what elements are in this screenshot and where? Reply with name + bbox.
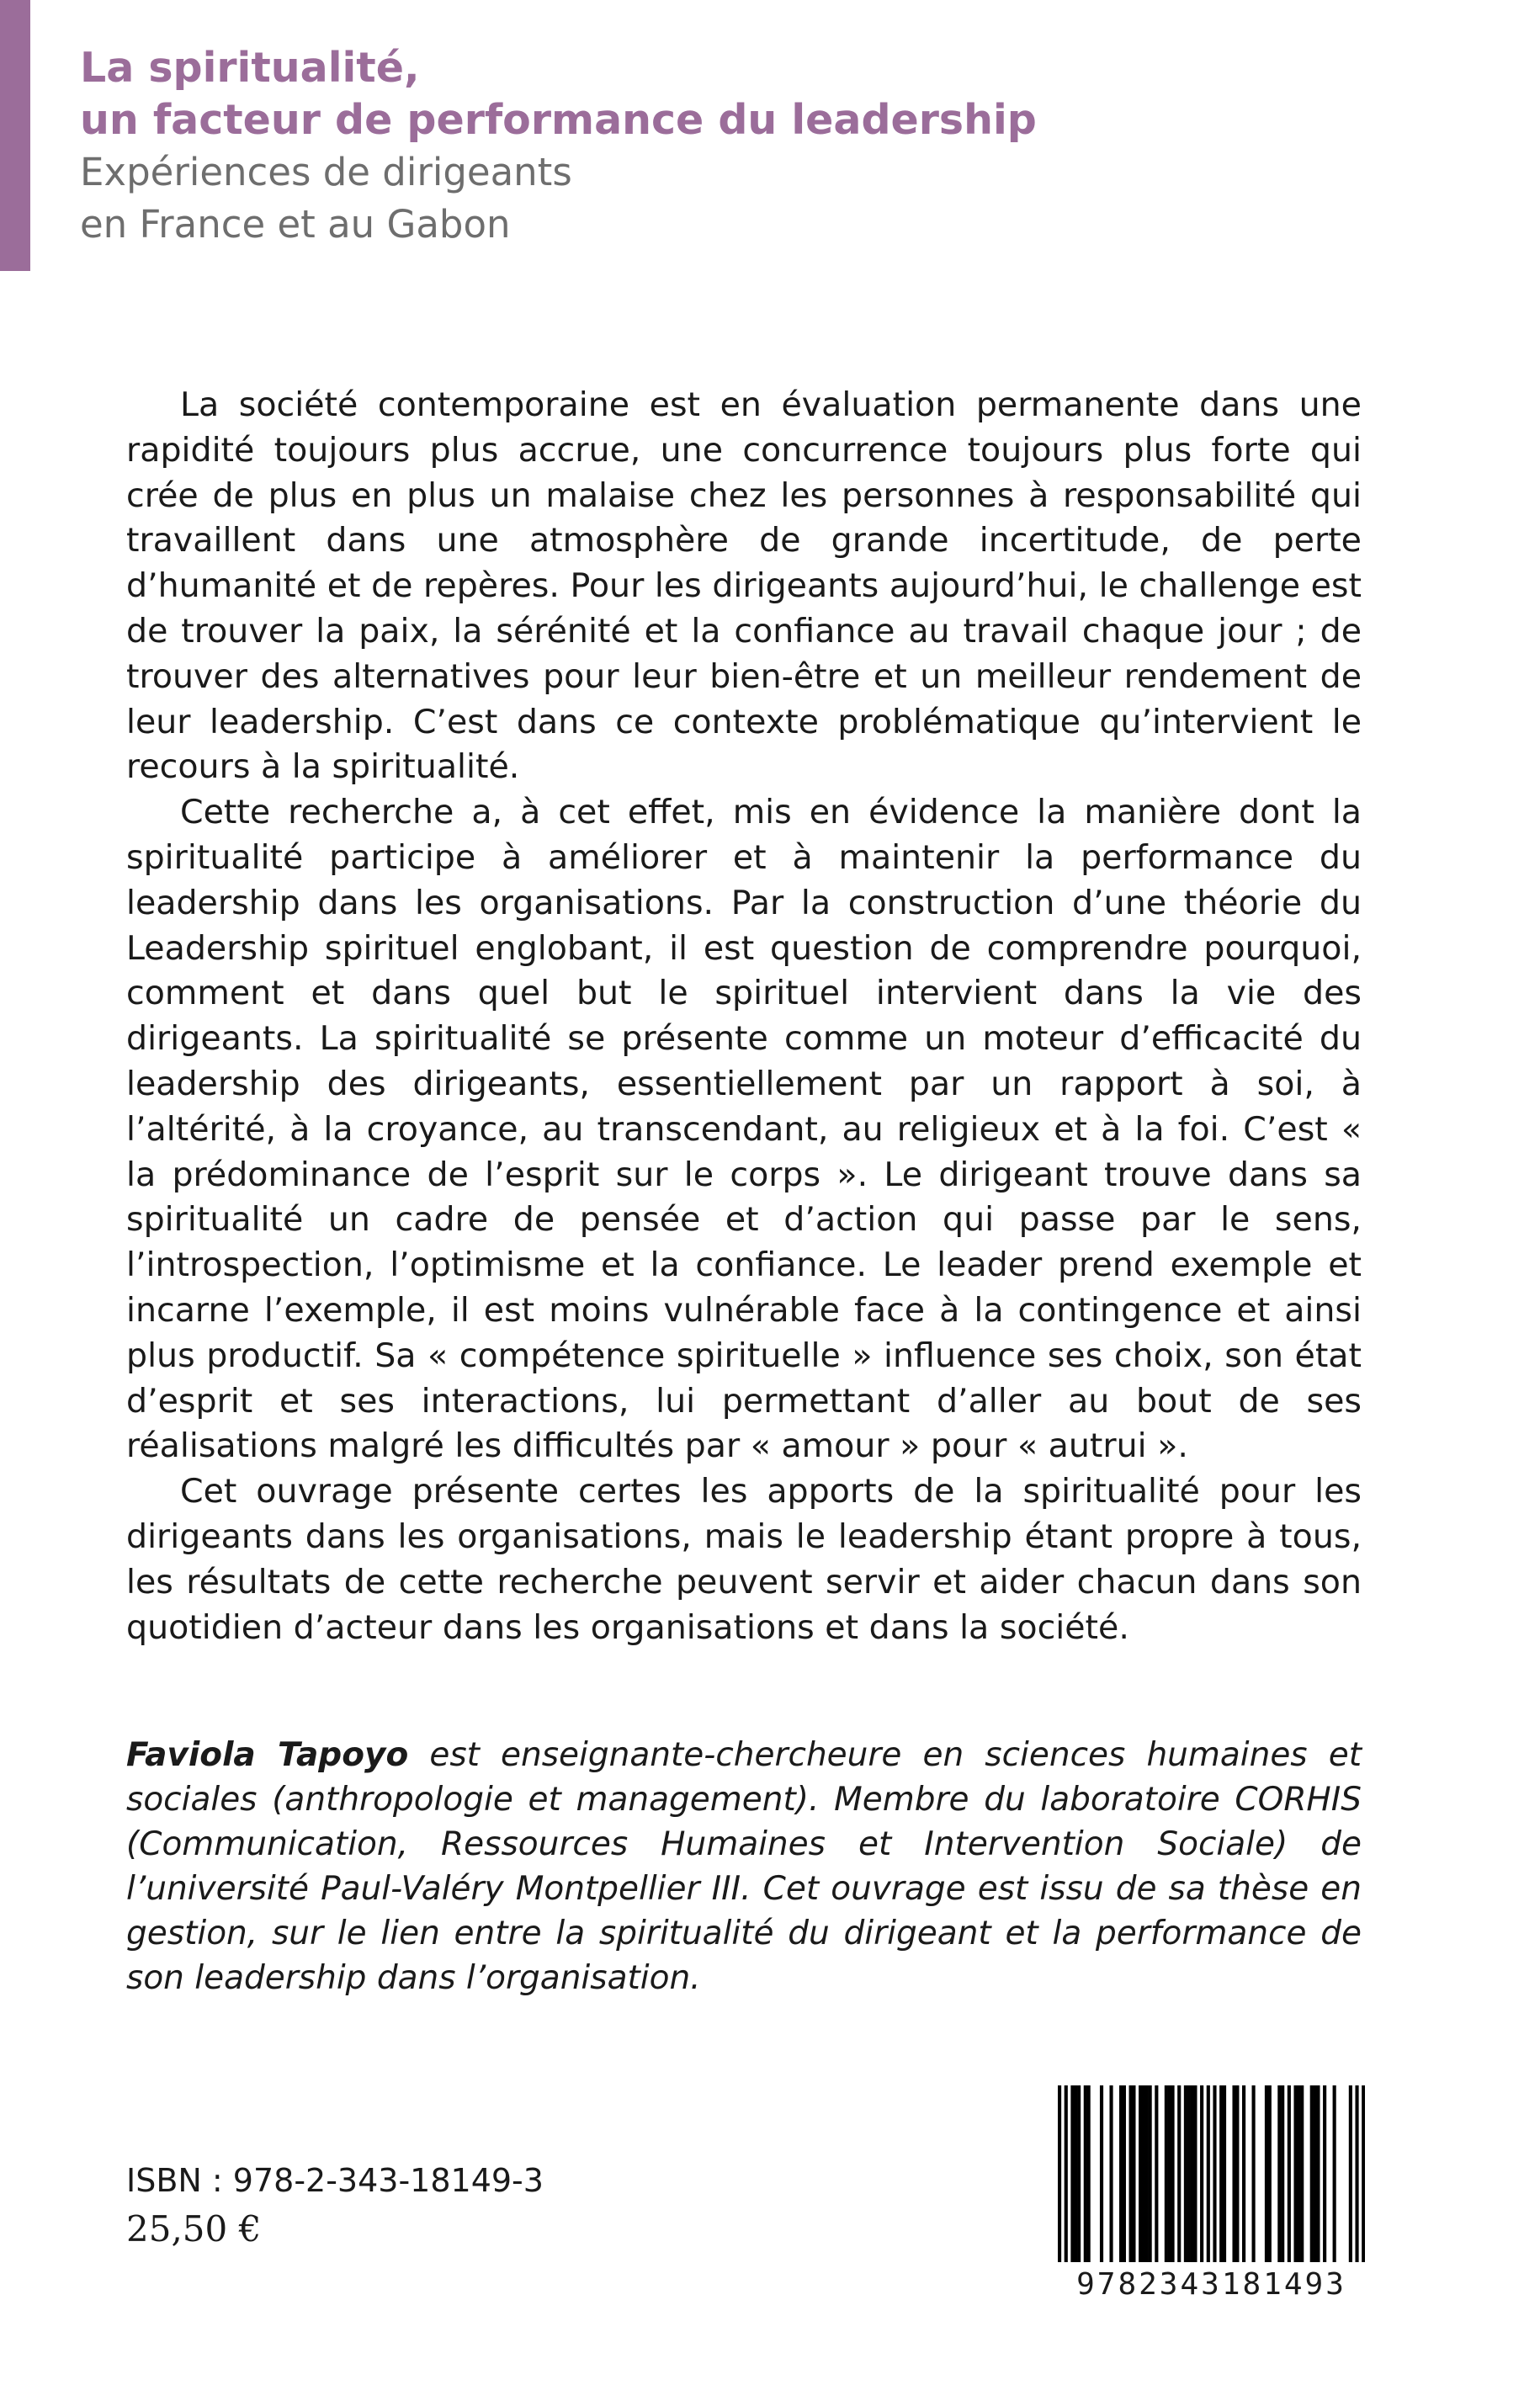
barcode-bar xyxy=(1213,2085,1216,2262)
barcode-bar xyxy=(1193,2085,1197,2262)
barcode-bar xyxy=(1165,2085,1168,2262)
blurb-paragraph-2: Cette recherche a, à cet effet, mis en évidence la manière dont la spiritualité participe à améliorer et à maintenir la performance du leadership dans les organisations. Par la construction d’une théorie du Leadership spirituel englobant, il est question de comprendre pourquoi, comment et dans quel but le spirituel intervient dans la vie des dirigeants. La spiritualité se présente comme un moteur d’efficacité du leadership des dirigeants, essentiellement par un rapport à soi, à l’altérité, à la croyance, au transcendant, au religieux et à la foi. C’est « la prédominance de l’esprit sur le corps ». Le dirigeant trouve dans sa spiritualité un cadre de pensée et d’action qui passe par le sens, l’introspection, l’optimisme et la confiance. Le leader prend exemple et incarne l’exemple, il est moins vulnérable face à la contingence et ainsi plus productif. Sa « compétence spirituelle » influence ses choix, son état d’esprit et ses interactions, lui permettant d’aller au bout de ses réalisations malgré les difficultés par « amour » pour « autrui ». xyxy=(126,793,1362,1466)
barcode-bar xyxy=(1323,2085,1326,2262)
barcode-bar xyxy=(1077,2085,1081,2262)
barcode-bar xyxy=(1084,2085,1087,2262)
barcode-digits: 9782343181493 xyxy=(1076,2267,1346,2302)
barcode-bar xyxy=(1297,2085,1300,2262)
barcode-bar xyxy=(1268,2085,1272,2262)
barcode-bar xyxy=(1132,2085,1135,2262)
book-title xyxy=(80,42,1174,146)
barcode-bar xyxy=(1074,2085,1077,2262)
barcode-bar xyxy=(1142,2085,1145,2262)
author-bio-text: est enseignante-chercheure en sciences humaines et sociales (anthropologie et management). Membre du laboratoire CORHIS (Communication, Ressources Humaines et Intervention Sociale) de l’université Paul-Valéry Montpellier III. Cet ouvrage est issu de sa thèse en gestion, sur le lien entre la spiritualité du dirigeant et la performance de son leadership dans l’organisation. xyxy=(126,1736,1362,1997)
barcode-bar xyxy=(1171,2085,1174,2262)
barcode-bar xyxy=(1145,2085,1149,2262)
barcode-bar xyxy=(1288,2085,1291,2262)
barcode-bar xyxy=(1177,2085,1181,2262)
barcode-bar xyxy=(1219,2085,1223,2262)
barcode-bar xyxy=(1310,2085,1314,2262)
title-line-1: La spiritualité, xyxy=(80,44,420,92)
isbn: ISBN : 978-2-343-18149-3 xyxy=(126,2162,544,2199)
barcode-bar xyxy=(1333,2085,1336,2262)
barcode-bar xyxy=(1314,2085,1317,2262)
barcode-bars xyxy=(1058,2085,1365,2262)
price: 25,50 € xyxy=(126,2208,262,2250)
subtitle-line-1: Expériences de dirigeants xyxy=(80,150,572,194)
barcode-bar xyxy=(1316,2085,1320,2262)
barcode-bar xyxy=(1191,2085,1194,2262)
barcode-bar xyxy=(1265,2085,1268,2262)
barcode-bar xyxy=(1200,2085,1203,2262)
barcode-bar xyxy=(1207,2085,1210,2262)
barcode-bar xyxy=(1252,2085,1256,2262)
barcode-bar xyxy=(1065,2085,1068,2262)
barcode-bar xyxy=(1232,2085,1235,2262)
barcode-bar xyxy=(1168,2085,1171,2262)
accent-bar xyxy=(0,0,30,271)
author-bio xyxy=(126,1733,1362,2000)
barcode-bar xyxy=(1155,2085,1158,2262)
barcode-bar xyxy=(1242,2085,1245,2262)
barcode-bar xyxy=(1119,2085,1123,2262)
barcode-bar xyxy=(1281,2085,1284,2262)
barcode-bar xyxy=(1139,2085,1142,2262)
cover-header xyxy=(80,42,1174,251)
barcode-bar xyxy=(1187,2085,1191,2262)
barcode-bar xyxy=(1349,2085,1352,2262)
subtitle-line-2: en France et au Gabon xyxy=(80,202,511,247)
barcode-bar xyxy=(1355,2085,1358,2262)
barcode-bar xyxy=(1223,2085,1226,2262)
blurb-paragraph-1: La société contemporaine est en évaluation permanente dans une rapidité toujours plus accrue, une concurrence toujours plus forte qui crée de plus en plus un malaise chez les personnes à responsabilité qui travaillent dans une atmosphère de grande incertitude, de perte d’humanité et de repères. Pour les dirigeants aujourd’hui, le challenge est de trouver la paix, la sérénité et la confiance au travail chaque jour ; de trouver des alternatives pour leur bien-être et un meilleur rendement de leur leadership. C’est dans ce contexte problématique qu’intervient le recours à la spiritualité. xyxy=(126,385,1362,787)
barcode xyxy=(1058,2085,1365,2306)
blurb xyxy=(126,383,1362,1650)
title-line-2: un facteur de performance du leadership xyxy=(80,96,1037,144)
barcode-bar xyxy=(1100,2085,1103,2262)
barcode-bar xyxy=(1184,2085,1187,2262)
blurb-paragraph-3: Cet ouvrage présente certes les apports de la spiritualité pour les dirigeants dans les organisations, mais le leadership étant propre à tous, les résultats de cette recherche peuvent servir et aider chacun dans son quotidien d’acteur dans les organisations et dans la société. xyxy=(126,1472,1362,1647)
barcode-bar xyxy=(1293,2085,1297,2262)
barcode-bar xyxy=(1070,2085,1074,2262)
barcode-bar xyxy=(1235,2085,1239,2262)
barcode-bar xyxy=(1058,2085,1061,2262)
barcode-bar xyxy=(1123,2085,1126,2262)
barcode-bar xyxy=(1277,2085,1281,2262)
barcode-bar xyxy=(1300,2085,1304,2262)
book-subtitle xyxy=(80,146,1174,251)
barcode-bar xyxy=(1109,2085,1113,2262)
barcode-bar xyxy=(1087,2085,1091,2262)
barcode-bar xyxy=(1129,2085,1133,2262)
barcode-bar xyxy=(1362,2085,1365,2262)
barcode-bar xyxy=(1149,2085,1152,2262)
author-name: Faviola Tapoyo xyxy=(126,1736,409,1774)
